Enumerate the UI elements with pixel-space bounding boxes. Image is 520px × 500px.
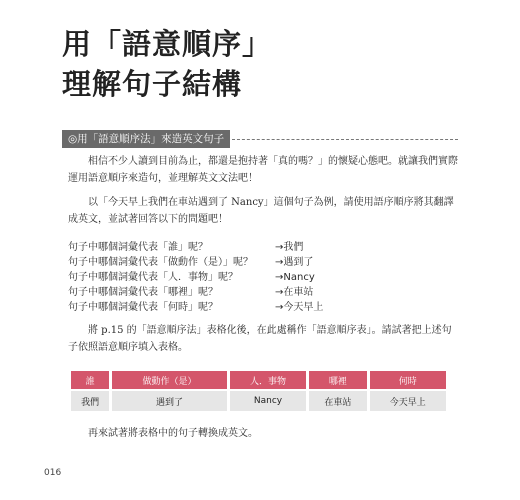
cell-who: 我們 [71, 391, 109, 411]
page-title [62, 24, 272, 104]
page-number: 016 [44, 468, 62, 478]
question-text: 句子中哪個詞彙代表「誰」呢？ [68, 242, 208, 253]
question-row [68, 240, 458, 255]
cell-action: 遇到了 [112, 391, 227, 411]
answer-text: →遇到了 [275, 257, 314, 268]
section-divider [232, 139, 458, 140]
section-heading [62, 130, 458, 148]
title-line-1: 用「語意順序」 [62, 27, 273, 61]
header-when: 何時 [370, 371, 446, 389]
section-label: ◎用「語意順序法」來造英文句子 [62, 130, 230, 148]
semantic-order-table [68, 369, 449, 413]
question-text: 句子中哪個詞彙代表「何時」呢？ [68, 302, 218, 313]
table-header-row [71, 371, 446, 389]
header-where: 哪裡 [309, 371, 366, 389]
question-text: 句子中哪個詞彙代表「人．事物」呢？ [68, 272, 238, 283]
title-line-2: 理解句子結構 [62, 67, 243, 101]
example-paragraph: 以「今天早上我們在車站遇到了 Nancy」這個句子為例，請使用語序順序將其翻譯成英文，並試著回答以下的問題吧！ [68, 197, 454, 225]
answer-text: →Nancy [275, 272, 315, 283]
cell-where: 在車站 [309, 391, 366, 411]
question-text: 句子中哪個詞彙代表「哪裡」呢？ [68, 287, 218, 298]
header-action: 做動作（是） [112, 371, 227, 389]
question-text: 句子中哪個詞彙代表「做動作（是）」呢？ [68, 257, 253, 268]
question-row [68, 255, 458, 270]
answer-text: →今天早上 [275, 302, 324, 313]
table-intro-paragraph: 將 p.15 的「語意順序法」表格化後，在此處稱作「語意順序表」。請試著把上述句子依照語意順序填入表格。 [68, 325, 452, 353]
cell-object: Nancy [230, 391, 306, 411]
header-who: 誰 [71, 371, 109, 389]
answer-text: →我們 [275, 242, 304, 253]
cell-when: 今天早上 [370, 391, 446, 411]
question-row [68, 285, 458, 300]
table-row [71, 391, 446, 411]
question-row [68, 300, 458, 315]
question-row [68, 270, 458, 285]
closing-paragraph: 再來試著將表格中的句子轉換成英文。 [88, 428, 258, 439]
answer-text: →在車站 [275, 287, 314, 298]
question-list [68, 240, 458, 315]
header-object: 人．事物 [230, 371, 306, 389]
intro-paragraph: 相信不少人讀到目前為止，都還是抱持著「真的嗎？」的懷疑心態吧。就讓我們實際運用語意順序來造句，並理解英文文法吧！ [68, 156, 458, 184]
